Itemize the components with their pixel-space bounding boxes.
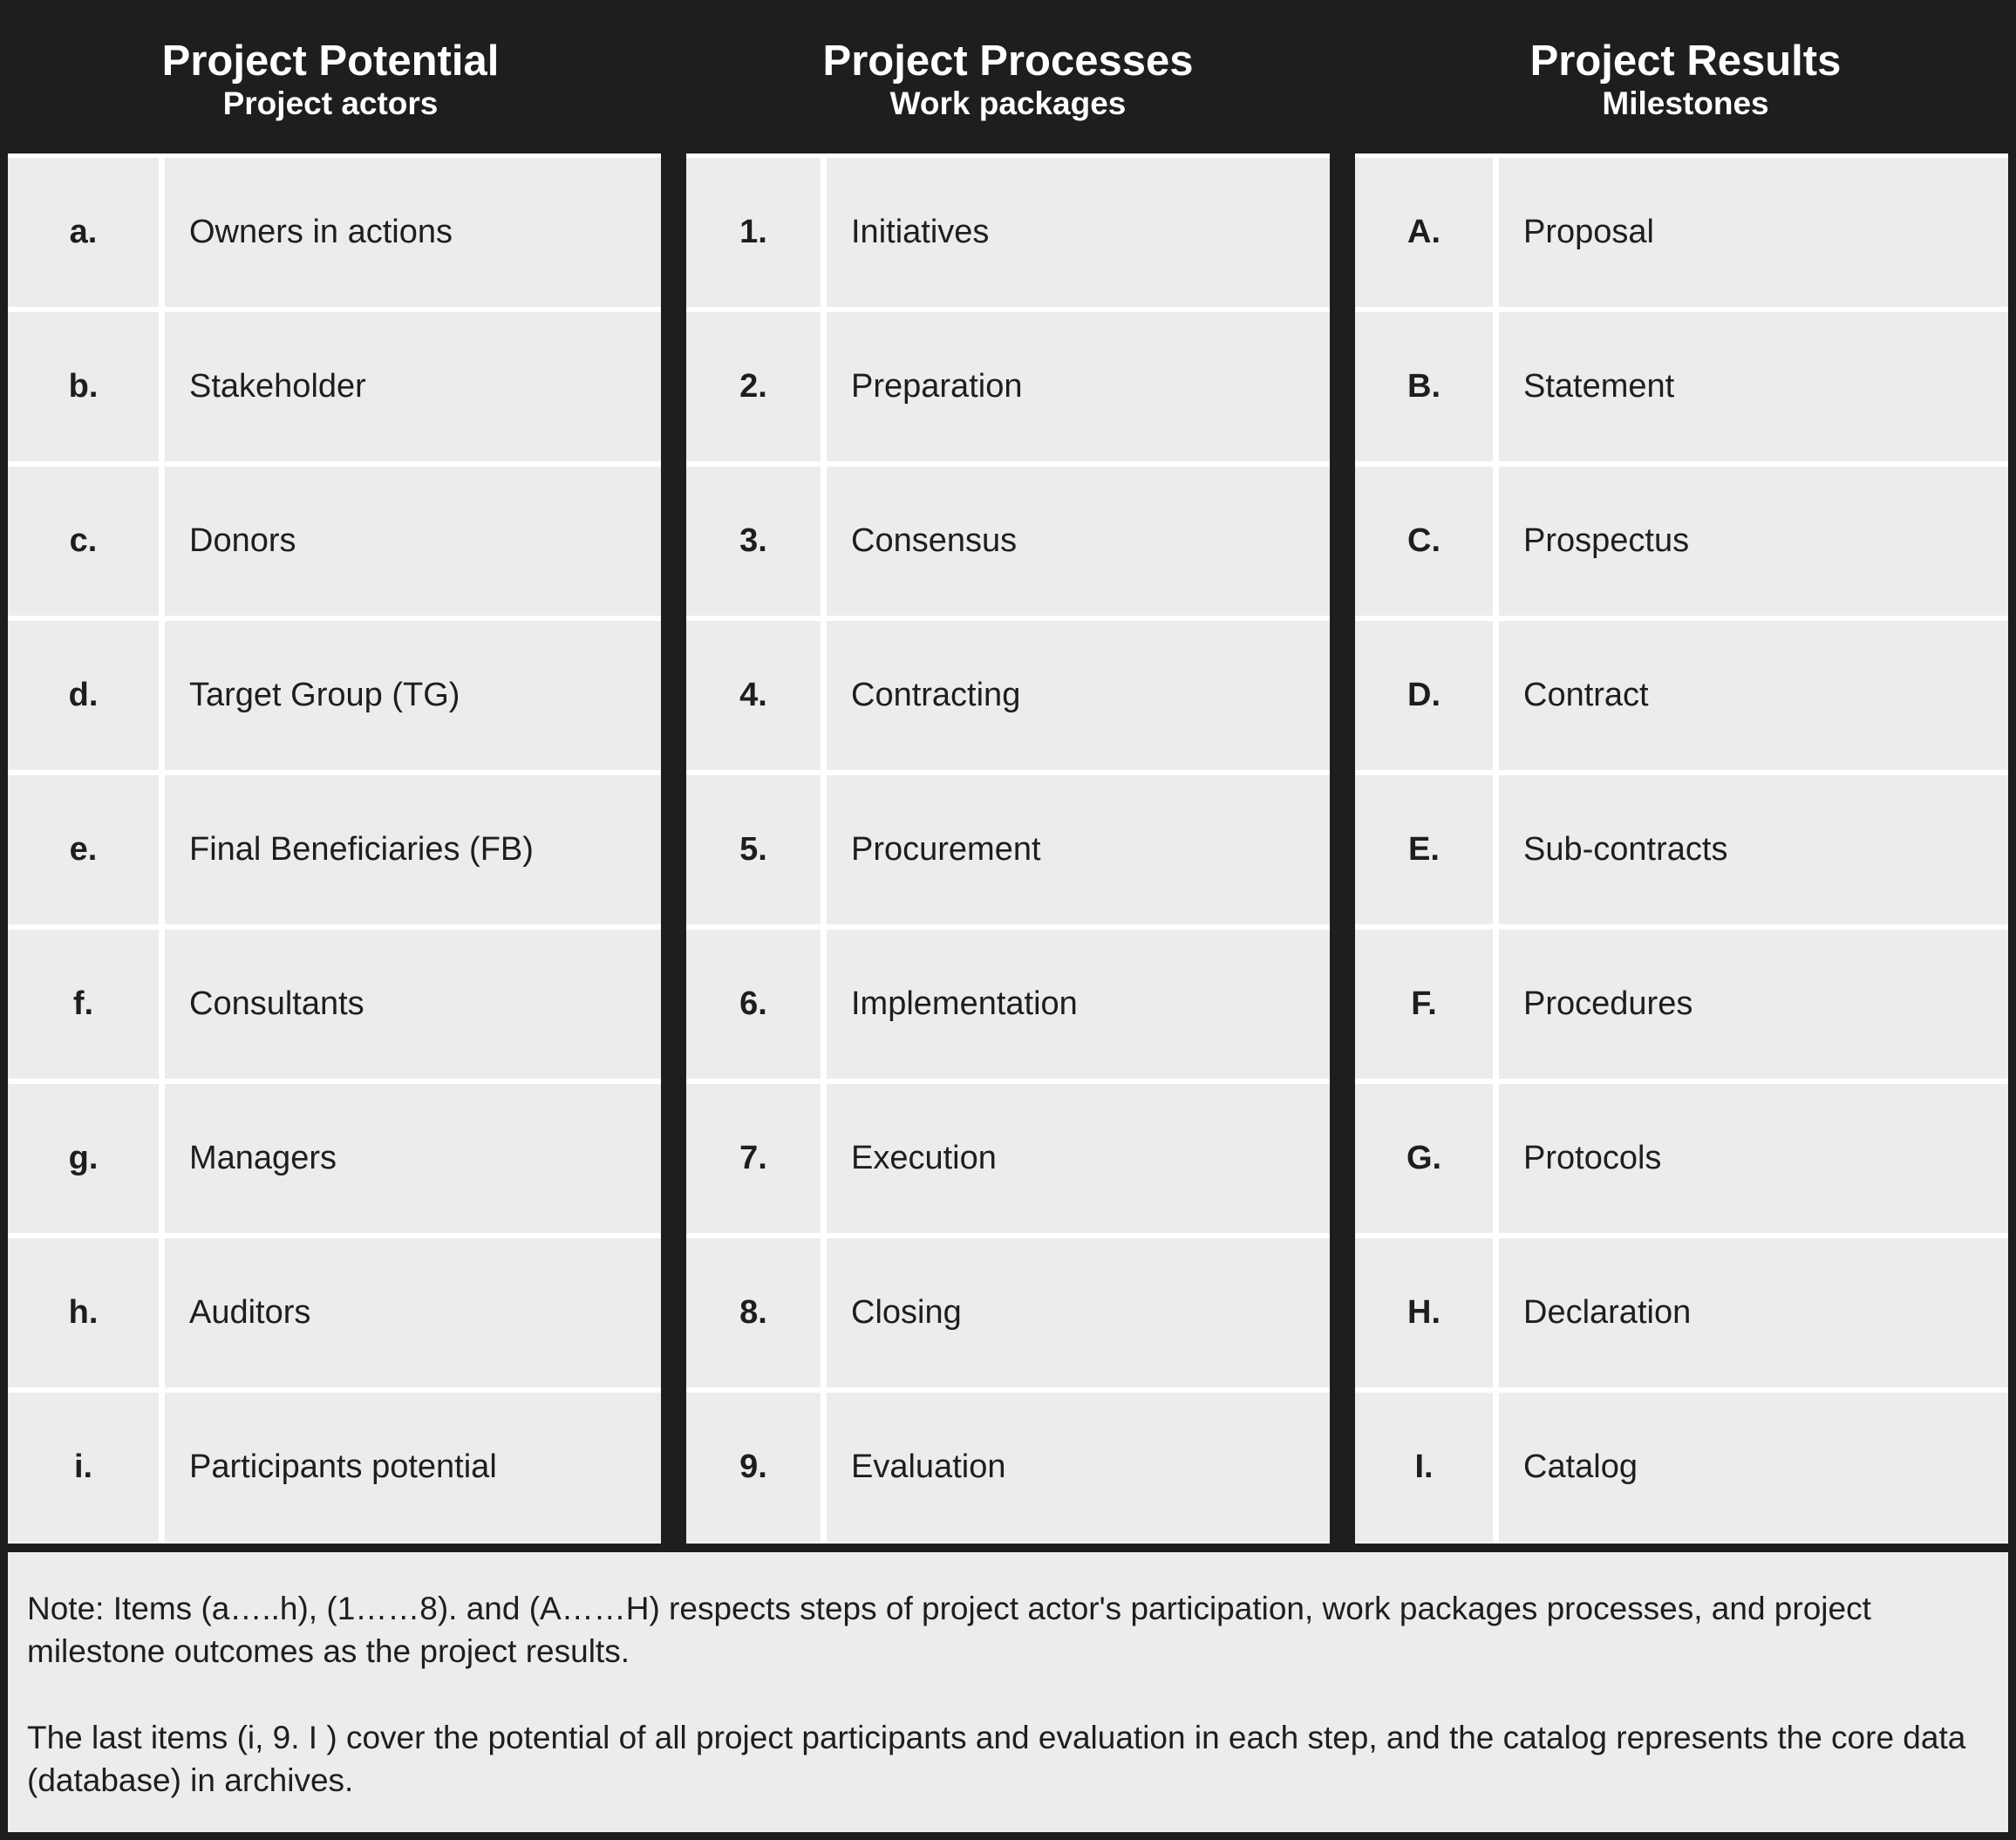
table-row bbox=[1355, 930, 2008, 1079]
table-row bbox=[8, 158, 661, 307]
column-title: Project Potential bbox=[161, 37, 500, 85]
row-value: Participants potential bbox=[165, 1393, 661, 1542]
table-row bbox=[686, 775, 1330, 924]
column-header bbox=[1355, 0, 2016, 153]
row-value: Contracting bbox=[827, 621, 1330, 770]
row-value: Initiatives bbox=[827, 158, 1330, 307]
table-row bbox=[8, 1238, 661, 1387]
row-key: a. bbox=[8, 158, 159, 307]
row-value: Prospectus bbox=[1499, 467, 2008, 616]
column-subtitle: Work packages bbox=[889, 85, 1127, 121]
row-value: Auditors bbox=[165, 1238, 661, 1387]
row-value: Catalog bbox=[1499, 1393, 2008, 1542]
table-row bbox=[1355, 467, 2008, 616]
table-row bbox=[1355, 775, 2008, 924]
row-value: Procurement bbox=[827, 775, 1330, 924]
row-value: Contract bbox=[1499, 621, 2008, 770]
row-value: Preparation bbox=[827, 312, 1330, 461]
row-key: h. bbox=[8, 1238, 159, 1387]
row-key: 4. bbox=[686, 621, 821, 770]
table-row bbox=[8, 930, 661, 1079]
row-key: g. bbox=[8, 1084, 159, 1233]
row-key: c. bbox=[8, 467, 159, 616]
row-key: 9. bbox=[686, 1393, 821, 1542]
row-key: 5. bbox=[686, 775, 821, 924]
row-key: f. bbox=[8, 930, 159, 1079]
row-value: Owners in actions bbox=[165, 158, 661, 307]
row-key: C. bbox=[1355, 467, 1493, 616]
table-row bbox=[686, 1393, 1330, 1542]
table-row bbox=[686, 312, 1330, 461]
column-title: Project Processes bbox=[822, 37, 1194, 85]
column-project-potential bbox=[8, 0, 661, 1544]
row-key: G. bbox=[1355, 1084, 1493, 1233]
row-value: Managers bbox=[165, 1084, 661, 1233]
row-value: Execution bbox=[827, 1084, 1330, 1233]
row-key: D. bbox=[1355, 621, 1493, 770]
table-row bbox=[1355, 312, 2008, 461]
row-value: Protocols bbox=[1499, 1084, 2008, 1233]
table-row bbox=[686, 1238, 1330, 1387]
row-value: Donors bbox=[165, 467, 661, 616]
table-row bbox=[686, 467, 1330, 616]
column-header bbox=[0, 0, 661, 153]
row-key: A. bbox=[1355, 158, 1493, 307]
column-title: Project Results bbox=[1529, 37, 1842, 85]
table-row bbox=[686, 1084, 1330, 1233]
table-row bbox=[8, 621, 661, 770]
row-value: Stakeholder bbox=[165, 312, 661, 461]
row-key: e. bbox=[8, 775, 159, 924]
row-key: i. bbox=[8, 1393, 159, 1542]
row-key: 6. bbox=[686, 930, 821, 1079]
row-value: Evaluation bbox=[827, 1393, 1330, 1542]
row-value: Statement bbox=[1499, 312, 2008, 461]
table-row bbox=[1355, 621, 2008, 770]
table-row bbox=[686, 930, 1330, 1079]
row-key: E. bbox=[1355, 775, 1493, 924]
row-value: Consensus bbox=[827, 467, 1330, 616]
row-value: Final Beneficiaries (FB) bbox=[165, 775, 661, 924]
row-key: 2. bbox=[686, 312, 821, 461]
table-row bbox=[8, 1393, 661, 1542]
table-row bbox=[686, 621, 1330, 770]
column-project-results bbox=[1355, 0, 2008, 1544]
row-key: H. bbox=[1355, 1238, 1493, 1387]
row-value: Declaration bbox=[1499, 1238, 2008, 1387]
row-key: I. bbox=[1355, 1393, 1493, 1542]
table-row bbox=[8, 312, 661, 461]
table-row bbox=[8, 467, 661, 616]
row-key: 1. bbox=[686, 158, 821, 307]
row-key: 3. bbox=[686, 467, 821, 616]
column-header bbox=[686, 0, 1330, 153]
table-row bbox=[1355, 158, 2008, 307]
row-value: Closing bbox=[827, 1238, 1330, 1387]
row-key: F. bbox=[1355, 930, 1493, 1079]
row-value: Proposal bbox=[1499, 158, 2008, 307]
row-key: B. bbox=[1355, 312, 1493, 461]
row-key: 8. bbox=[686, 1238, 821, 1387]
row-value: Consultants bbox=[165, 930, 661, 1079]
table-row bbox=[1355, 1393, 2008, 1542]
table-row bbox=[8, 1084, 661, 1233]
table-row bbox=[1355, 1238, 2008, 1387]
table-row bbox=[1355, 1084, 2008, 1233]
note-paragraph: The last items (i, 9. I ) cover the potential of all project participants and evaluation in each step, and the catalog represents the core data (database) in archives. bbox=[27, 1720, 1966, 1798]
column-subtitle: Milestones bbox=[1602, 85, 1769, 121]
note-paragraph: Note: Items (a…..h), (1……8). and (A……H) respects steps of project actor's participation, work packages processes, and project milestone outcomes as the project results. bbox=[27, 1591, 1871, 1669]
row-key: d. bbox=[8, 621, 159, 770]
note-box bbox=[8, 1552, 2008, 1832]
column-subtitle: Project actors bbox=[222, 85, 439, 121]
column-project-processes bbox=[686, 0, 1330, 1544]
row-value: Procedures bbox=[1499, 930, 2008, 1079]
row-value: Sub-contracts bbox=[1499, 775, 2008, 924]
row-key: 7. bbox=[686, 1084, 821, 1233]
table-row bbox=[8, 775, 661, 924]
table-row bbox=[686, 158, 1330, 307]
row-value: Target Group (TG) bbox=[165, 621, 661, 770]
row-value: Implementation bbox=[827, 930, 1330, 1079]
row-key: b. bbox=[8, 312, 159, 461]
